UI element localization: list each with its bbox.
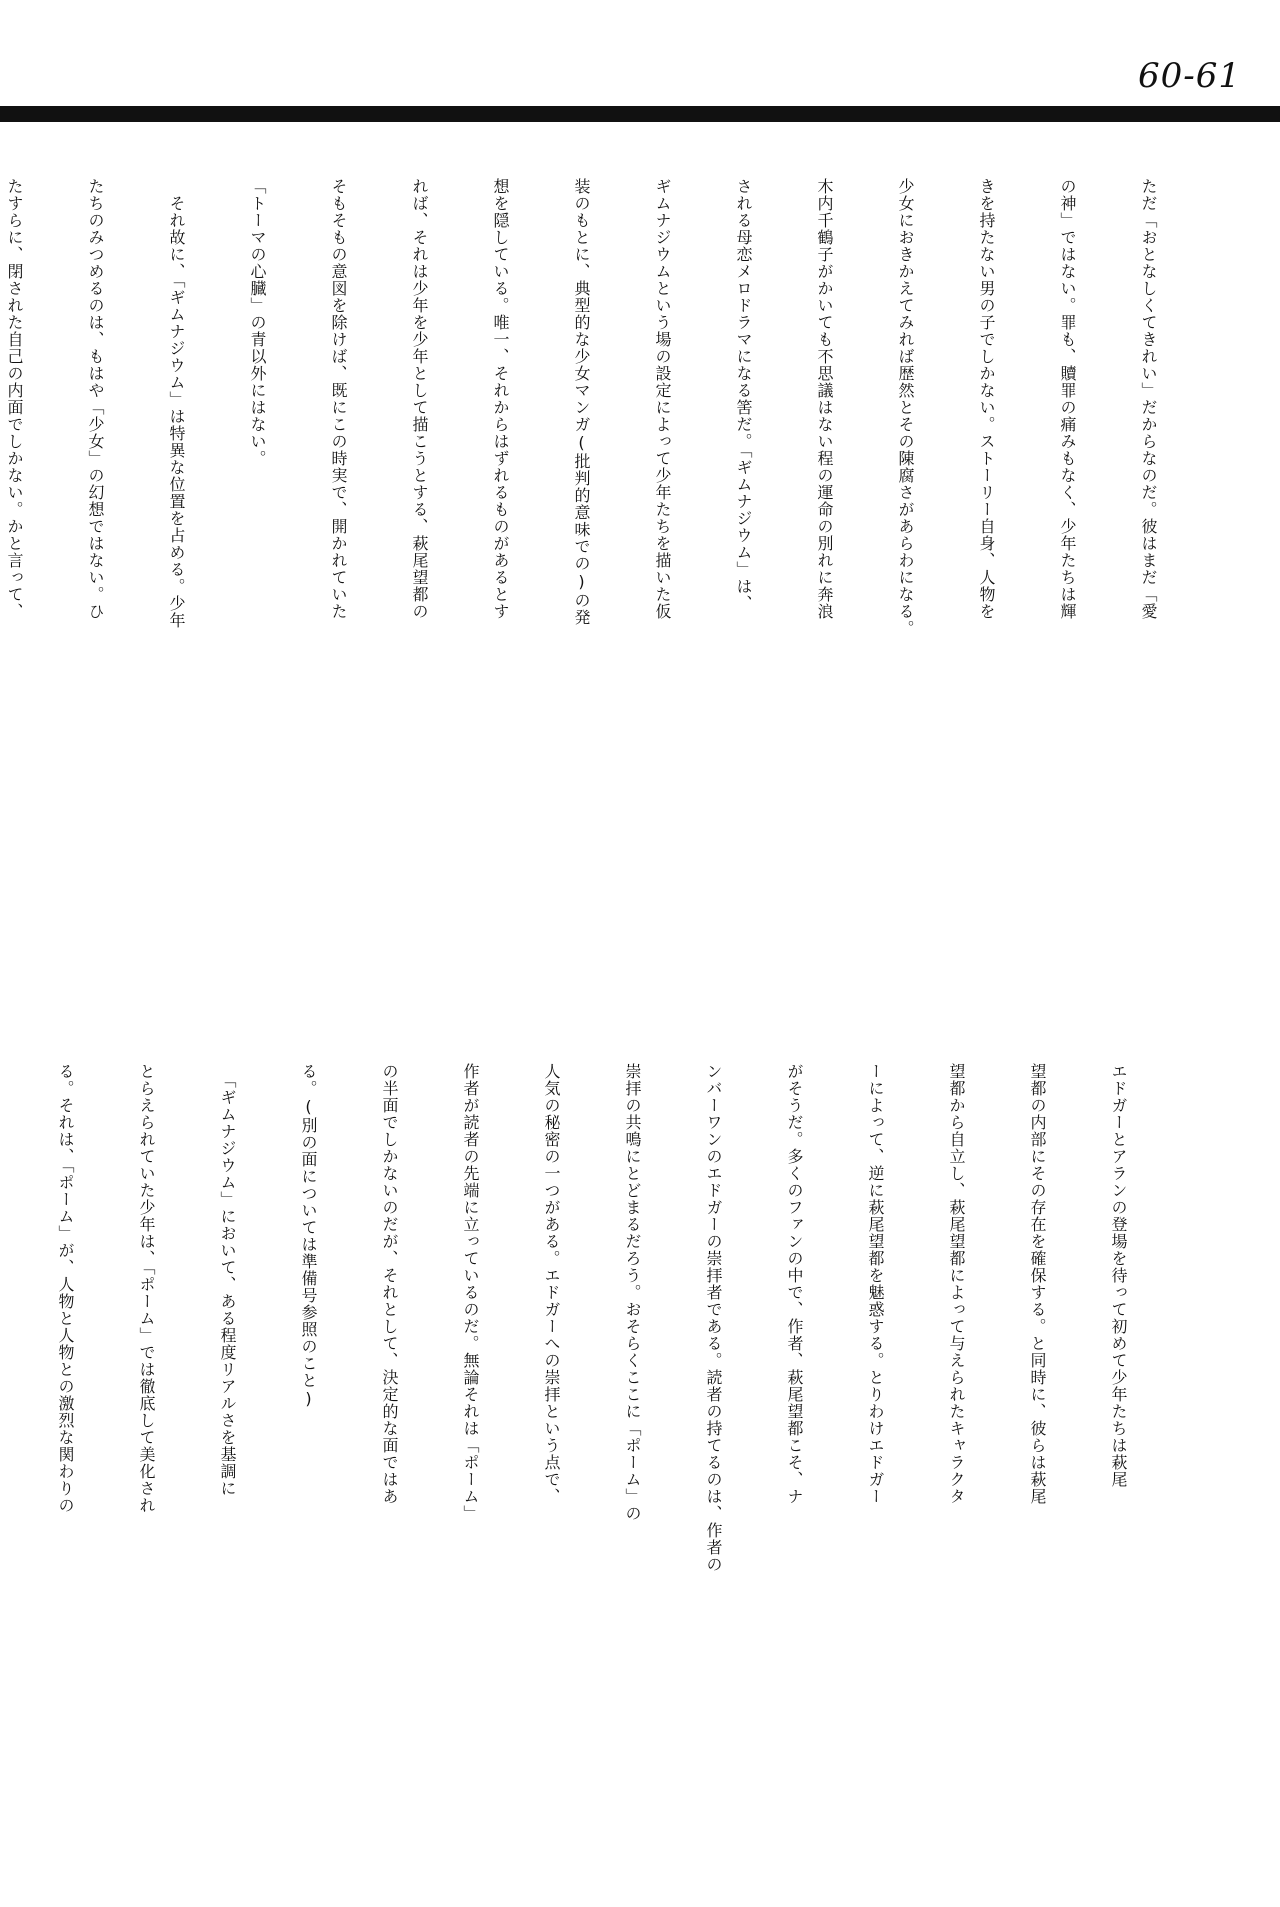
essay-text-top (0, 178, 1216, 1018)
text-line: の神」ではない。罪も、贖罪の痛みもなく、少年たちは輝 (1058, 178, 1077, 620)
text-line: たすらに、閉された自己の内面でしかない。かと言って、 (5, 178, 24, 620)
text-line: ギムナジウムという場の設定によって少年たちを描いた仮 (653, 178, 672, 620)
text-line: ンバーワンのエドガーの崇拝者である。読者の持てるのは、作者の (704, 1063, 723, 1573)
text-line: 崇拝の共鳴にとどまるだろう。おそらくここに「ポーム」の (623, 1063, 642, 1522)
text-line: がそうだ。多くのファンの中で、作者、萩尾望都こそ、ナ (785, 1063, 804, 1505)
text-line: 「トーマの心臓」の青以外にはない。 (248, 178, 267, 467)
text-line: される母恋メロドラマになる筈だ。「ギムナジウム」は、 (734, 178, 753, 612)
text-line: 「ギムナジウム」において、ある程度リアルさを基調に (218, 1063, 237, 1497)
text-line: 木内千鶴子がかいても不思議はない程の運命の別れに奔浪 (815, 178, 834, 620)
essay-text-bottom (0, 1063, 1186, 1893)
text-line: とらえられていた少年は、「ポーム」では徹底して美化され (137, 1063, 156, 1514)
text-line: ただ「おとなしくてきれい」だからなのだ。彼はまだ「愛 (1139, 178, 1158, 620)
text-line: 望都の内部にその存在を確保する。と同時に、彼らは萩尾 (1028, 1063, 1047, 1505)
text-line: 作者が読者の先端に立っているのだ。無論それは「ポーム」 (461, 1063, 480, 1522)
text-line: 望都から自立し、萩尾望都によって与えられたキャラクタ (947, 1063, 966, 1505)
text-line: の半面でしかないのだが、それとして、決定的な面ではあ (380, 1063, 399, 1505)
text-line: る。それは、「ポーム」が、人物と人物との激烈な関わりの (56, 1063, 75, 1514)
text-line: 装のもとに、典型的な少女マンガ(批判的意味での)の発 (572, 178, 591, 626)
text-line: そもそもの意図を除けば、既にこの時実で、開かれていた (329, 178, 348, 620)
text-line: きを持たない男の子でしかない。ストーリー自身、人物を (977, 178, 996, 620)
page-number: 60-61 (1138, 56, 1242, 96)
text-line: 少女におきかえてみれば歴然とその陳腐さがあらわになる。 (896, 178, 915, 637)
text-line: エドガーとアランの登場を待って初めて少年たちは萩尾 (1109, 1063, 1128, 1488)
header-rule (0, 106, 1280, 122)
text-line: 人気の秘密の一つがある。エドガーへの崇拝という点で、 (542, 1063, 561, 1505)
text-line: れば、それは少年を少年として描こうとする、萩尾望都の (410, 178, 429, 620)
text-line: 想を隠している。唯一、それからはずれるものがあるとす (491, 178, 510, 620)
text-line: ーによって、逆に萩尾望都を魅惑する。とりわけエドガー (866, 1063, 885, 1505)
text-line: それ故に、「ギムナジウム」は特異な位置を占める。少年 (167, 178, 186, 629)
text-line: る。(別の面については準備号参照のこと) (299, 1063, 318, 1409)
text-line: たちのみつめるのは、もはや「少女」の幻想ではない。ひ (86, 178, 105, 620)
